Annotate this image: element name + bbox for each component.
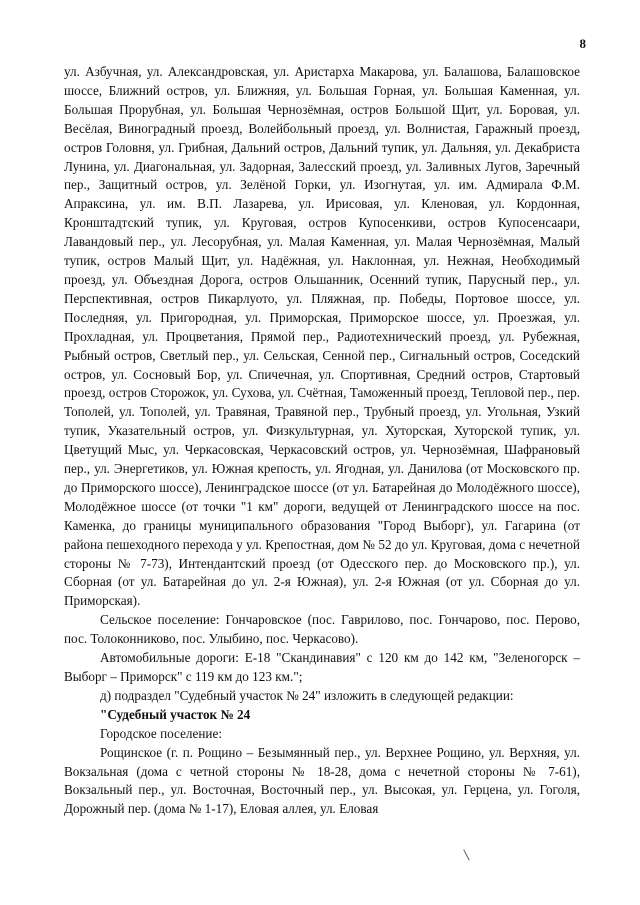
paragraph-highways: Автомобильные дороги: Е-18 "Скандинавия" с 120 км до 142 км, "Зеленогорск – Выборг – Приморск" с 119 км до 123 км."; (64, 650, 580, 684)
paragraph-roshchino: Рощинское (г. п. Рощино – Безымянный пер., ул. Верхнее Рощино, ул. Верхняя, ул. Вокзальная (дома с четной стороны № 18-28, дома с нечетной стороны № 7-61), Вокзальный пер., ул. Восточная, Восточный пер., ул. Высокая, ул. Герцена, ул. Гоголя, Дорожный пер. (дома № 1-17), Еловая аллея, ул. Еловая (64, 744, 580, 817)
section-heading: "Судебный участок № 24 (100, 706, 251, 722)
page-number: 8 (579, 36, 586, 51)
paragraph-amendment-d: д) подраздел "Судебный участок № 24" изложить в следующей редакции: (100, 687, 514, 703)
paragraph-street-list: ул. Азбучная, ул. Александровская, ул. Аристарха Макарова, ул. Балашова, Балашовское шоссе, Ближний остров, ул. Ближняя, ул. Большая Горная, ул. Большая Каменная, ул. Большая Прорубная, ул. Большая Чернозёмная, остров Большой Щит, ул. Боровая, ул. Весёлая, Виноградный проезд, Волейбольный проезд, ул. Волнистая, Гаражный проезд, остров Головня, ул. Грибная, Дальний остров, Дальний тупик, ул. Дальняя, ул. Декабриста Лунина, ул. Диагональная, ул. Задорная, Залесский проезд, ул. Заливных Лугов, Заречный пер., Защитный остров, ул. Зелёной Горки, ул. Изогнутая, ул. им. Адмирала Ф.М. Апраксина, ул. им. В.П. Лазарева, ул. Ирисовая, ул. Кленовая, ул. Кордонная, Кронштадтский тупик, ул. Круговая, остров Купосенкиви, остров Купосенсаари, Лавандовый пер., ул. Лесорубная, ул. Малая Каменная, ул. Малая Чернозёмная, Малый тупик, остров Малый Щит, ул. Надёжная, ул. Наклонная, ул. Нежная, Необходимый проезд, ул. Объездная Дорога, остров Ольшанник, Осенний тупик, Парусный пер., ул. Перспективная, остров Пикарлуото, ул. Пляжная, пр. Победы, Портовое шоссе, ул. Последняя, ул. Пригородная, ул. Приморская, Приморское шоссе, ул. Проезжая, ул. Прохладная, ул. Процветания, Прямой пер., Радиотехнический проезд, ул. Рубежная, Рыбный остров, Светлый пер., ул. Сельская, Сенной пер., Сигнальный остров, Соседский остров, ул. Сосновый Бор, ул. Спичечная, ул. Спортивная, Средний остров, Стартовый проезд, остров Сторожок, ул. Сухова, ул. Счётная, Таможенный проезд, Тепловой пер., пер. Тополей, ул. Тополей, ул. Травяная, Травяной пер., Трубный проезд, ул. Угольная, Узкий тупик, Указательный остров, ул. Физкультурная, ул. Хуторская, Хуторской тупик, ул. Цветущий Мыс, ул. Черкасовская, Черкасовский остров, ул. Чернозёмная, Шафрановый пер., ул. Энергетиков, ул. Южная крепость, ул. Ягодная, ул. Данилова (от Московского пр. до Приморского шоссе), Ленинградское шоссе (от ул. Батарейная до Молодёжного шоссе), Молодёжное шоссе (от точки "1 км" дороги, ведущей от Ленинградского шоссе на пос. Каменка, до границы муниципального образования "Город Выборг), ул. Гагарина (от района пешеходного перехода у ул. Крепостная, дом № 52 до ул. Круговая, дома с нечетной стороны № 7-73), Интендантский проезд (от Одесского пер. до Московского пр.), ул. Сборная (от ул. Батарейная до ул. 2-я Южная), ул. 2-я Южная (от ул. Сборная до ул. Приморская). (64, 64, 580, 609)
paragraph-urban-settlement: Городское поселение: (100, 725, 222, 741)
paragraph-rural-settlement: Сельское поселение: Гончаровское (пос. Гаврилово, пос. Гончарово, пос. Перово, пос. Толоконниково, пос. Улыбино, пос. Черкасово). (64, 612, 580, 647)
scan-mark (463, 849, 470, 860)
document-body (64, 63, 580, 819)
